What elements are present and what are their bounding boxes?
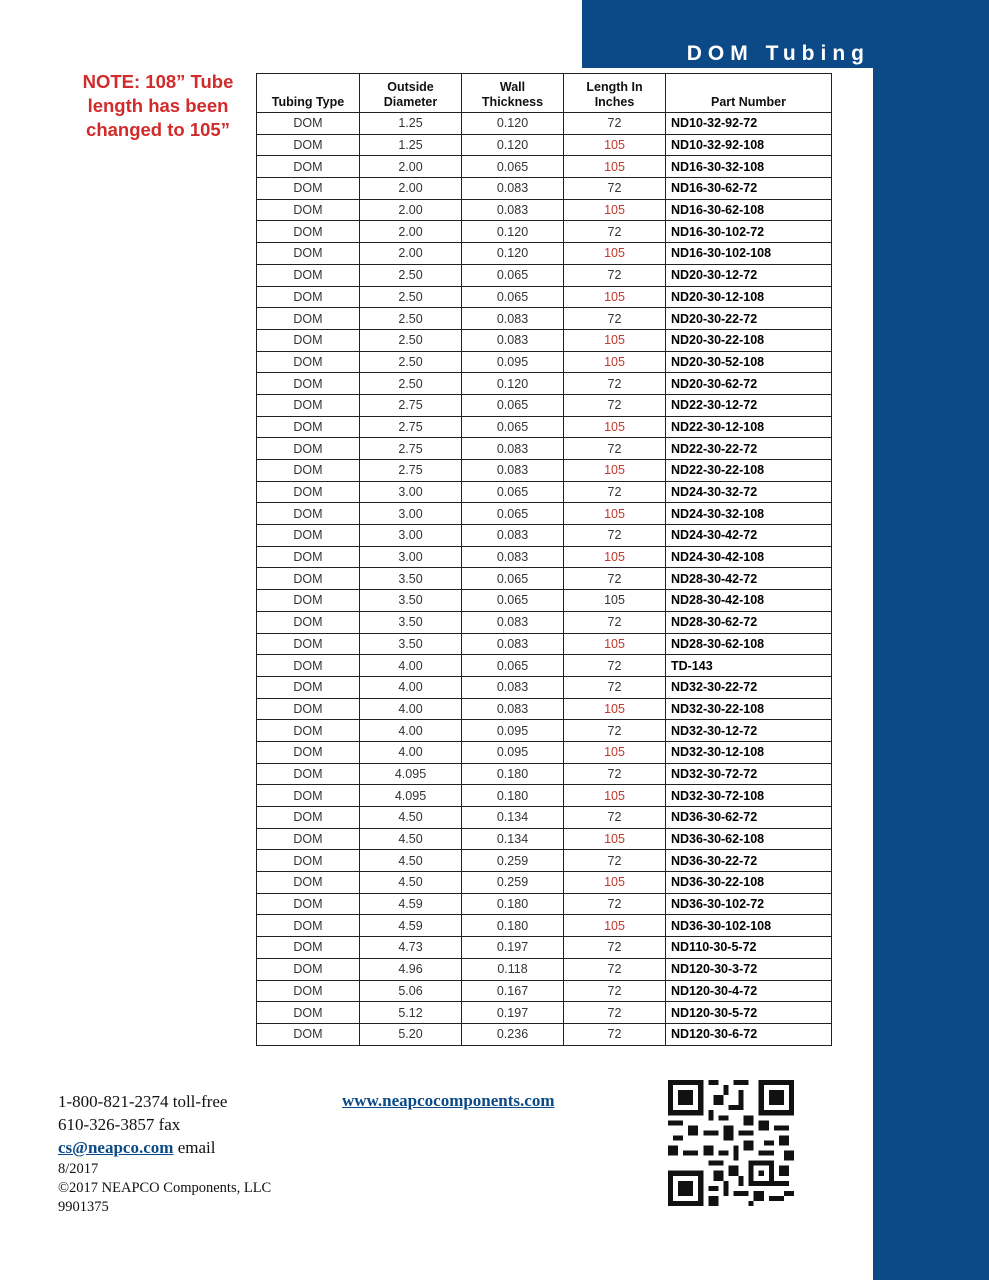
cell-part-number: ND32-30-72-72 <box>666 763 832 785</box>
cell-wall-thickness: 0.083 <box>462 178 564 200</box>
cell-tubing-type: DOM <box>257 481 360 503</box>
cell-tubing-type: DOM <box>257 113 360 135</box>
table-row <box>257 134 832 156</box>
cell-tubing-type: DOM <box>257 937 360 959</box>
table-row <box>257 503 832 525</box>
copyright: ©2017 NEAPCO Components, LLC <box>58 1180 272 1196</box>
cell-wall-thickness: 0.095 <box>462 720 564 742</box>
cell-wall-thickness: 0.134 <box>462 828 564 850</box>
cell-length: 72 <box>564 1002 666 1024</box>
cell-part-number: ND28-30-42-72 <box>666 568 832 590</box>
cell-outside-diameter: 2.50 <box>360 351 462 373</box>
header-tubing-type: Tubing Type <box>257 74 360 113</box>
email-suffix: email <box>173 1138 216 1157</box>
cell-length: 105 <box>564 828 666 850</box>
phone-number: 1-800-821-2374 toll-free <box>58 1092 228 1111</box>
cell-length: 72 <box>564 958 666 980</box>
contact-block <box>58 1090 227 1159</box>
table-row <box>257 850 832 872</box>
cell-outside-diameter: 3.50 <box>360 590 462 612</box>
cell-part-number: ND16-30-32-108 <box>666 156 832 178</box>
cell-length: 105 <box>564 503 666 525</box>
cell-part-number: ND24-30-42-108 <box>666 546 832 568</box>
cell-tubing-type: DOM <box>257 785 360 807</box>
table-row <box>257 568 832 590</box>
doc-number: 9901375 <box>58 1199 109 1215</box>
cell-outside-diameter: 2.75 <box>360 416 462 438</box>
cell-part-number: ND20-30-62-72 <box>666 373 832 395</box>
cell-wall-thickness: 0.083 <box>462 199 564 221</box>
cell-outside-diameter: 4.50 <box>360 828 462 850</box>
cell-outside-diameter: 1.25 <box>360 113 462 135</box>
cell-tubing-type: DOM <box>257 373 360 395</box>
cell-outside-diameter: 2.00 <box>360 243 462 265</box>
page-title: DOM Tubing <box>686 42 870 65</box>
qr-code-icon[interactable] <box>668 1080 794 1206</box>
cell-part-number: ND20-30-22-108 <box>666 329 832 351</box>
cell-part-number: ND10-32-92-108 <box>666 134 832 156</box>
table-row <box>257 329 832 351</box>
fax-number: 610-326-3857 fax <box>58 1115 181 1134</box>
email-link[interactable]: cs@neapco.com <box>58 1138 174 1157</box>
cell-length: 105 <box>564 416 666 438</box>
cell-wall-thickness: 0.065 <box>462 156 564 178</box>
cell-length: 72 <box>564 264 666 286</box>
cell-tubing-type: DOM <box>257 286 360 308</box>
cell-wall-thickness: 0.065 <box>462 416 564 438</box>
cell-part-number: ND32-30-12-108 <box>666 741 832 763</box>
cell-wall-thickness: 0.120 <box>462 243 564 265</box>
cell-wall-thickness: 0.083 <box>462 438 564 460</box>
cell-wall-thickness: 0.083 <box>462 546 564 568</box>
cell-length: 72 <box>564 611 666 633</box>
cell-wall-thickness: 0.259 <box>462 850 564 872</box>
cell-length: 105 <box>564 915 666 937</box>
cell-outside-diameter: 4.50 <box>360 807 462 829</box>
cell-outside-diameter: 3.50 <box>360 611 462 633</box>
cell-part-number: ND36-30-102-72 <box>666 893 832 915</box>
cell-tubing-type: DOM <box>257 438 360 460</box>
length-change-note: NOTE: 108” Tube length has been changed to 105” <box>82 71 234 140</box>
cell-length: 72 <box>564 394 666 416</box>
cell-part-number: ND22-30-22-72 <box>666 438 832 460</box>
cell-outside-diameter: 4.50 <box>360 872 462 894</box>
cell-wall-thickness: 0.180 <box>462 785 564 807</box>
cell-part-number: ND32-30-12-72 <box>666 720 832 742</box>
table-row <box>257 525 832 547</box>
cell-outside-diameter: 3.50 <box>360 568 462 590</box>
table-row <box>257 221 832 243</box>
table-row <box>257 785 832 807</box>
cell-part-number: ND24-30-32-108 <box>666 503 832 525</box>
cell-part-number: ND120-30-5-72 <box>666 1002 832 1024</box>
cell-length: 105 <box>564 546 666 568</box>
cell-length: 72 <box>564 980 666 1002</box>
cell-tubing-type: DOM <box>257 1023 360 1045</box>
header-length: Length In Inches <box>564 74 666 113</box>
cell-outside-diameter: 5.12 <box>360 1002 462 1024</box>
cell-wall-thickness: 0.197 <box>462 1002 564 1024</box>
cell-length: 72 <box>564 178 666 200</box>
cell-wall-thickness: 0.120 <box>462 134 564 156</box>
cell-wall-thickness: 0.065 <box>462 286 564 308</box>
cell-tubing-type: DOM <box>257 1002 360 1024</box>
cell-length: 105 <box>564 243 666 265</box>
cell-tubing-type: DOM <box>257 568 360 590</box>
cell-wall-thickness: 0.180 <box>462 915 564 937</box>
table-row <box>257 741 832 763</box>
cell-length: 72 <box>564 763 666 785</box>
cell-length: 72 <box>564 438 666 460</box>
cell-wall-thickness: 0.083 <box>462 525 564 547</box>
cell-part-number: ND20-30-52-108 <box>666 351 832 373</box>
cell-part-number: ND120-30-3-72 <box>666 958 832 980</box>
cell-wall-thickness: 0.118 <box>462 958 564 980</box>
cell-outside-diameter: 3.00 <box>360 503 462 525</box>
cell-wall-thickness: 0.167 <box>462 980 564 1002</box>
cell-tubing-type: DOM <box>257 394 360 416</box>
cell-outside-diameter: 2.00 <box>360 199 462 221</box>
cell-part-number: ND36-30-22-72 <box>666 850 832 872</box>
cell-outside-diameter: 2.50 <box>360 308 462 330</box>
cell-tubing-type: DOM <box>257 958 360 980</box>
table-row <box>257 416 832 438</box>
cell-part-number: ND36-30-102-108 <box>666 915 832 937</box>
cell-outside-diameter: 4.00 <box>360 720 462 742</box>
table-row <box>257 438 832 460</box>
table-row <box>257 720 832 742</box>
cell-length: 105 <box>564 134 666 156</box>
cell-wall-thickness: 0.134 <box>462 807 564 829</box>
cell-length: 72 <box>564 937 666 959</box>
cell-tubing-type: DOM <box>257 655 360 677</box>
header-outside-diameter: Outside Diameter <box>360 74 462 113</box>
cell-length: 72 <box>564 807 666 829</box>
cell-tubing-type: DOM <box>257 416 360 438</box>
cell-outside-diameter: 2.50 <box>360 329 462 351</box>
table-row <box>257 698 832 720</box>
cell-part-number: ND110-30-5-72 <box>666 937 832 959</box>
cell-length: 72 <box>564 113 666 135</box>
cell-outside-diameter: 2.50 <box>360 373 462 395</box>
cell-tubing-type: DOM <box>257 893 360 915</box>
email-line <box>58 1136 227 1159</box>
cell-wall-thickness: 0.065 <box>462 568 564 590</box>
cell-part-number: TD-143 <box>666 655 832 677</box>
cell-tubing-type: DOM <box>257 763 360 785</box>
header-wall-thickness: Wall Thickness <box>462 74 564 113</box>
cell-length: 72 <box>564 655 666 677</box>
cell-outside-diameter: 1.25 <box>360 134 462 156</box>
cell-length: 72 <box>564 676 666 698</box>
cell-tubing-type: DOM <box>257 807 360 829</box>
cell-outside-diameter: 2.50 <box>360 286 462 308</box>
cell-length: 72 <box>564 568 666 590</box>
cell-wall-thickness: 0.083 <box>462 460 564 482</box>
cell-tubing-type: DOM <box>257 980 360 1002</box>
cell-length: 72 <box>564 221 666 243</box>
cell-tubing-type: DOM <box>257 915 360 937</box>
table-row <box>257 394 832 416</box>
cell-part-number: ND32-30-72-108 <box>666 785 832 807</box>
table-row <box>257 958 832 980</box>
table-row <box>257 980 832 1002</box>
cell-part-number: ND20-30-12-72 <box>666 264 832 286</box>
cell-part-number: ND36-30-62-72 <box>666 807 832 829</box>
cell-length: 105 <box>564 329 666 351</box>
cell-outside-diameter: 4.96 <box>360 958 462 980</box>
cell-outside-diameter: 2.00 <box>360 156 462 178</box>
table-header-row <box>257 74 832 113</box>
cell-wall-thickness: 0.083 <box>462 308 564 330</box>
cell-wall-thickness: 0.120 <box>462 373 564 395</box>
cell-length: 105 <box>564 460 666 482</box>
cell-outside-diameter: 2.00 <box>360 178 462 200</box>
cell-length: 72 <box>564 850 666 872</box>
cell-wall-thickness: 0.065 <box>462 394 564 416</box>
cell-length: 72 <box>564 481 666 503</box>
cell-wall-thickness: 0.065 <box>462 590 564 612</box>
cell-tubing-type: DOM <box>257 503 360 525</box>
table-row <box>257 178 832 200</box>
doc-meta <box>58 1160 271 1217</box>
table-row <box>257 828 832 850</box>
cell-length: 72 <box>564 525 666 547</box>
cell-part-number: ND28-30-62-72 <box>666 611 832 633</box>
cell-tubing-type: DOM <box>257 741 360 763</box>
cell-wall-thickness: 0.197 <box>462 937 564 959</box>
table-row <box>257 156 832 178</box>
table-row <box>257 937 832 959</box>
cell-outside-diameter: 3.00 <box>360 481 462 503</box>
table-row <box>257 872 832 894</box>
table-row <box>257 481 832 503</box>
cell-length: 105 <box>564 199 666 221</box>
cell-wall-thickness: 0.180 <box>462 763 564 785</box>
cell-tubing-type: DOM <box>257 590 360 612</box>
cell-wall-thickness: 0.180 <box>462 893 564 915</box>
cell-tubing-type: DOM <box>257 828 360 850</box>
table-row <box>257 590 832 612</box>
cell-length: 105 <box>564 872 666 894</box>
cell-wall-thickness: 0.065 <box>462 655 564 677</box>
cell-part-number: ND24-30-32-72 <box>666 481 832 503</box>
cell-tubing-type: DOM <box>257 460 360 482</box>
cell-length: 105 <box>564 741 666 763</box>
cell-outside-diameter: 2.50 <box>360 264 462 286</box>
cell-outside-diameter: 2.00 <box>360 221 462 243</box>
cell-length: 105 <box>564 698 666 720</box>
cell-part-number: ND16-30-62-72 <box>666 178 832 200</box>
cell-outside-diameter: 3.00 <box>360 546 462 568</box>
table-row <box>257 633 832 655</box>
table-row <box>257 611 832 633</box>
cell-tubing-type: DOM <box>257 611 360 633</box>
cell-length: 72 <box>564 893 666 915</box>
cell-length: 72 <box>564 1023 666 1045</box>
cell-length: 72 <box>564 373 666 395</box>
cell-length: 105 <box>564 590 666 612</box>
doc-date: 8/2017 <box>58 1161 99 1177</box>
cell-tubing-type: DOM <box>257 633 360 655</box>
cell-wall-thickness: 0.236 <box>462 1023 564 1045</box>
cell-outside-diameter: 4.00 <box>360 698 462 720</box>
table-row <box>257 351 832 373</box>
table-row <box>257 264 832 286</box>
table-row <box>257 893 832 915</box>
cell-outside-diameter: 4.00 <box>360 676 462 698</box>
table-row <box>257 286 832 308</box>
cell-part-number: ND28-30-42-108 <box>666 590 832 612</box>
header-part-number: Part Number <box>666 74 832 113</box>
table-row <box>257 113 832 135</box>
cell-outside-diameter: 2.75 <box>360 394 462 416</box>
cell-outside-diameter: 4.73 <box>360 937 462 959</box>
cell-wall-thickness: 0.083 <box>462 633 564 655</box>
cell-outside-diameter: 5.20 <box>360 1023 462 1045</box>
cell-part-number: ND22-30-12-72 <box>666 394 832 416</box>
table-row <box>257 763 832 785</box>
table-row <box>257 655 832 677</box>
cell-wall-thickness: 0.259 <box>462 872 564 894</box>
cell-length: 105 <box>564 633 666 655</box>
cell-outside-diameter: 4.095 <box>360 763 462 785</box>
cell-tubing-type: DOM <box>257 872 360 894</box>
cell-outside-diameter: 4.00 <box>360 741 462 763</box>
cell-outside-diameter: 4.095 <box>360 785 462 807</box>
cell-tubing-type: DOM <box>257 308 360 330</box>
cell-tubing-type: DOM <box>257 221 360 243</box>
cell-length: 105 <box>564 286 666 308</box>
cell-tubing-type: DOM <box>257 525 360 547</box>
cell-tubing-type: DOM <box>257 199 360 221</box>
cell-outside-diameter: 4.00 <box>360 655 462 677</box>
cell-tubing-type: DOM <box>257 351 360 373</box>
cell-part-number: ND36-30-62-108 <box>666 828 832 850</box>
cell-tubing-type: DOM <box>257 134 360 156</box>
table-row <box>257 1002 832 1024</box>
cell-wall-thickness: 0.083 <box>462 611 564 633</box>
cell-tubing-type: DOM <box>257 178 360 200</box>
cell-part-number: ND16-30-102-72 <box>666 221 832 243</box>
cell-tubing-type: DOM <box>257 243 360 265</box>
cell-wall-thickness: 0.120 <box>462 221 564 243</box>
cell-part-number: ND20-30-22-72 <box>666 308 832 330</box>
cell-wall-thickness: 0.065 <box>462 503 564 525</box>
cell-length: 105 <box>564 351 666 373</box>
cell-part-number: ND36-30-22-108 <box>666 872 832 894</box>
table-row <box>257 915 832 937</box>
cell-wall-thickness: 0.065 <box>462 481 564 503</box>
cell-wall-thickness: 0.083 <box>462 698 564 720</box>
cell-outside-diameter: 4.50 <box>360 850 462 872</box>
cell-wall-thickness: 0.120 <box>462 113 564 135</box>
cell-wall-thickness: 0.095 <box>462 741 564 763</box>
table-row <box>257 373 832 395</box>
cell-tubing-type: DOM <box>257 676 360 698</box>
table-row <box>257 199 832 221</box>
cell-tubing-type: DOM <box>257 264 360 286</box>
cell-length: 72 <box>564 308 666 330</box>
cell-wall-thickness: 0.095 <box>462 351 564 373</box>
cell-length: 72 <box>564 720 666 742</box>
cell-outside-diameter: 3.50 <box>360 633 462 655</box>
cell-length: 105 <box>564 156 666 178</box>
cell-tubing-type: DOM <box>257 850 360 872</box>
cell-length: 105 <box>564 785 666 807</box>
cell-part-number: ND120-30-6-72 <box>666 1023 832 1045</box>
cell-wall-thickness: 0.083 <box>462 676 564 698</box>
cell-outside-diameter: 4.59 <box>360 893 462 915</box>
cell-part-number: ND24-30-42-72 <box>666 525 832 547</box>
cell-part-number: ND16-30-102-108 <box>666 243 832 265</box>
cell-tubing-type: DOM <box>257 698 360 720</box>
website-link[interactable]: www.neapcocomponents.com <box>342 1091 555 1110</box>
cell-part-number: ND32-30-22-72 <box>666 676 832 698</box>
cell-outside-diameter: 3.00 <box>360 525 462 547</box>
cell-part-number: ND10-32-92-72 <box>666 113 832 135</box>
cell-part-number: ND22-30-12-108 <box>666 416 832 438</box>
cell-part-number: ND28-30-62-108 <box>666 633 832 655</box>
table-row <box>257 460 832 482</box>
cell-part-number: ND16-30-62-108 <box>666 199 832 221</box>
cell-tubing-type: DOM <box>257 720 360 742</box>
table-row <box>257 1023 832 1045</box>
cell-part-number: ND22-30-22-108 <box>666 460 832 482</box>
cell-tubing-type: DOM <box>257 329 360 351</box>
cell-wall-thickness: 0.065 <box>462 264 564 286</box>
table-row <box>257 308 832 330</box>
cell-part-number: ND120-30-4-72 <box>666 980 832 1002</box>
cell-part-number: ND20-30-12-108 <box>666 286 832 308</box>
cell-tubing-type: DOM <box>257 546 360 568</box>
table-row <box>257 676 832 698</box>
cell-outside-diameter: 4.59 <box>360 915 462 937</box>
side-band <box>873 68 989 1280</box>
cell-outside-diameter: 2.75 <box>360 460 462 482</box>
cell-outside-diameter: 2.75 <box>360 438 462 460</box>
dom-tubing-table <box>256 73 832 1046</box>
table-row <box>257 807 832 829</box>
cell-outside-diameter: 5.06 <box>360 980 462 1002</box>
table-row <box>257 546 832 568</box>
table-row <box>257 243 832 265</box>
cell-tubing-type: DOM <box>257 156 360 178</box>
cell-part-number: ND32-30-22-108 <box>666 698 832 720</box>
cell-wall-thickness: 0.083 <box>462 329 564 351</box>
